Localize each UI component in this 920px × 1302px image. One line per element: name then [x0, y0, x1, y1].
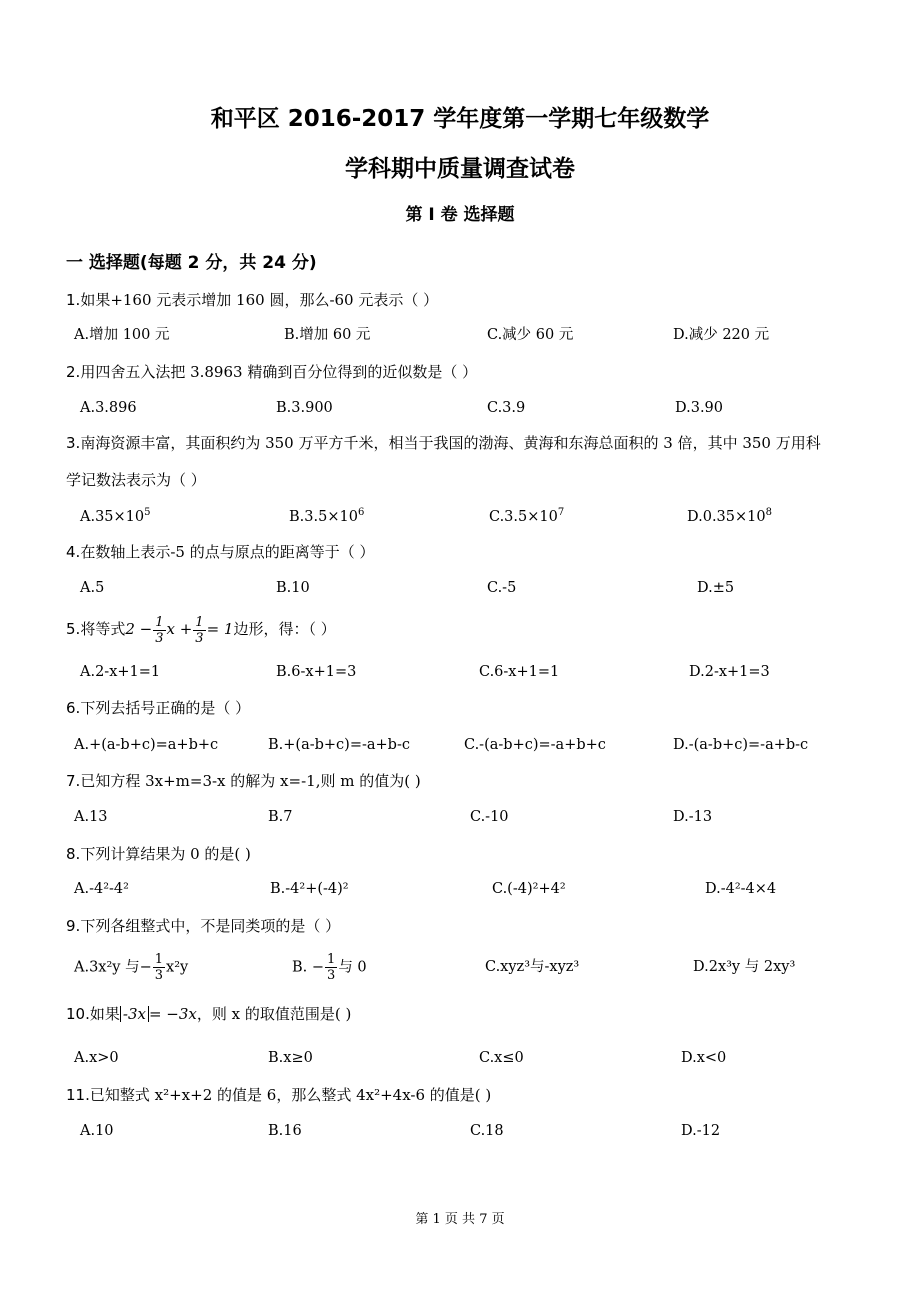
option-a: A.13: [74, 809, 108, 825]
option-a: A.-4²-4²: [74, 881, 129, 897]
option-a: A.增加 100 元: [74, 327, 170, 343]
option-b: B.x≥0: [268, 1050, 313, 1066]
fraction: $\frac{1}{3}$: [155, 614, 164, 646]
option-d: D.-12: [681, 1123, 721, 1139]
fraction: $\frac{1}{3}$: [195, 614, 204, 646]
question-10: 10.如果 -3x = −3x，则 x 的取值范围是( ): [66, 1005, 352, 1023]
option-b: B.+(a-b+c)=-a+b-c: [268, 737, 410, 753]
question-6: 6.下列去括号正确的是（ ）: [66, 699, 251, 717]
question-text: 用四舍五入法把 3.8963 精确到百分位得到的近似数是（ ）: [80, 363, 478, 381]
question-11: 11.已知整式 x²+x+2 的值是 6，那么整式 4x²+4x-6 的值是( ): [66, 1086, 492, 1104]
option-c: C.3.9: [487, 400, 526, 416]
option-c: C.18: [470, 1123, 504, 1139]
option-a: A.x>0: [74, 1050, 119, 1066]
question-8: 8.下列计算结果为 0 的是( ): [66, 845, 251, 863]
question-5: 5.将等式2 − $\frac{1}{3}$ x + $\frac{1}{3}$ = 1边形，得：（ ）: [66, 614, 336, 646]
option-b: B.7: [268, 809, 293, 825]
option-d: D.x<0: [681, 1050, 727, 1066]
option-b: B.6-x+1=3: [276, 664, 357, 680]
option-c: C.-10: [470, 809, 509, 825]
option-a: A.10: [80, 1123, 114, 1139]
exam-title-line1: 和平区 2016-2017 学年度第一学期七年级数学: [210, 106, 710, 132]
question-text: 下列去括号正确的是（ ）: [80, 699, 251, 717]
option-a: A.5: [80, 580, 105, 596]
question-9: 9.下列各组整式中，不是同类项的是（ ）: [66, 917, 341, 935]
question-4: 4.在数轴上表示-5 的点与原点的距离等于（ ）: [66, 543, 375, 561]
option-c: $C.3.5\times 10^7$: [489, 507, 565, 525]
question-text: 下列各组整式中，不是同类项的是（ ）: [80, 917, 341, 935]
option-d: $D.0.35\times 10^8$: [687, 507, 772, 525]
option-b: B.10: [276, 580, 310, 596]
fraction: $\frac{1}{3}$: [327, 952, 336, 983]
question-3: 3.南海资源丰富，其面积约为 350 万平方千米，相当于我国的渤海、黄海和东海总面积的 3 倍，其中 350 万用科: [66, 434, 821, 452]
option-c: C.xyz³与-xyz³: [485, 959, 580, 975]
section-heading: 一 选择题(每题 2 分，共 24 分): [66, 253, 317, 273]
absolute-value: -3x: [120, 1006, 149, 1022]
question-text: 如果+160 元表示增加 160 圆，那么-60 元表示（ ）: [80, 291, 439, 309]
option-a: A.2-x+1=1: [80, 664, 161, 680]
option-d: D.±5: [697, 580, 735, 596]
option-d: D.2x³y 与 2xy³: [693, 959, 796, 975]
question-text: 下列计算结果为 0 的是( ): [80, 845, 251, 863]
question-3-continued: 学记数法表示为（ ）: [66, 471, 206, 489]
option-c: C.-(a-b+c)=-a+b+c: [464, 737, 606, 753]
option-a: $A.35\times 10^5$: [80, 507, 151, 525]
option-b: B. − $\frac{1}{3}$ 与 0: [292, 952, 367, 983]
volume-subtitle: 第 I 卷 选择题: [405, 205, 515, 225]
option-d: D.减少 220 元: [673, 327, 770, 343]
option-d: D.3.90: [675, 400, 724, 416]
question-text: 南海资源丰富，其面积约为 350 万平方千米，相当于我国的渤海、黄海和东海总面积的 3 倍，其中 350 万用科: [80, 434, 821, 452]
page-footer: 第 1 页 共 7 页: [415, 1212, 505, 1227]
option-d: D.2-x+1=3: [689, 664, 770, 680]
fraction: $\frac{1}{3}$: [154, 952, 164, 983]
option-c: C.x≤0: [479, 1050, 524, 1066]
equation: 2 − $\frac{1}{3}$ x + $\frac{1}{3}$ = 1: [125, 614, 234, 646]
question-7: 7.已知方程 3x+m=3-x 的解为 x=-1,则 m 的值为( ): [66, 772, 421, 790]
exam-title-line2: 学科期中质量调查试卷: [345, 156, 575, 182]
option-d: D.-13: [673, 809, 713, 825]
option-b: B.3.900: [276, 400, 333, 416]
question-text: 已知整式 x²+x+2 的值是 6，那么整式 4x²+4x-6 的值是( ): [89, 1086, 492, 1104]
option-d: D.-(a-b+c)=-a+b-c: [673, 737, 809, 753]
option-a: A.3.896: [80, 400, 137, 416]
question-1: 1.如果+160 元表示增加 160 圆，那么-60 元表示（ ）: [66, 291, 439, 309]
option-d: D.-4²-4×4: [705, 881, 777, 897]
question-text: 已知方程 3x+m=3-x 的解为 x=-1,则 m 的值为( ): [80, 772, 421, 790]
option-c: C.减少 60 元: [487, 327, 574, 343]
option-b: $B.3.5\times 10^6$: [289, 507, 365, 525]
option-a: A.3x²y 与− $\frac{1}{3}$ x²y: [74, 952, 189, 983]
question-2: 2.用四舍五入法把 3.8963 精确到百分位得到的近似数是（ ）: [66, 363, 478, 381]
option-a: A.+(a-b+c)=a+b+c: [74, 737, 219, 753]
option-c: C.-5: [487, 580, 517, 596]
option-c: C.6-x+1=1: [479, 664, 560, 680]
option-b: B.16: [268, 1123, 302, 1139]
option-c: C.(-4)²+4²: [492, 881, 566, 897]
option-b: B.增加 60 元: [284, 327, 371, 343]
option-b: B.-4²+(-4)²: [270, 881, 349, 897]
question-text: 在数轴上表示-5 的点与原点的距离等于（ ）: [80, 543, 375, 561]
